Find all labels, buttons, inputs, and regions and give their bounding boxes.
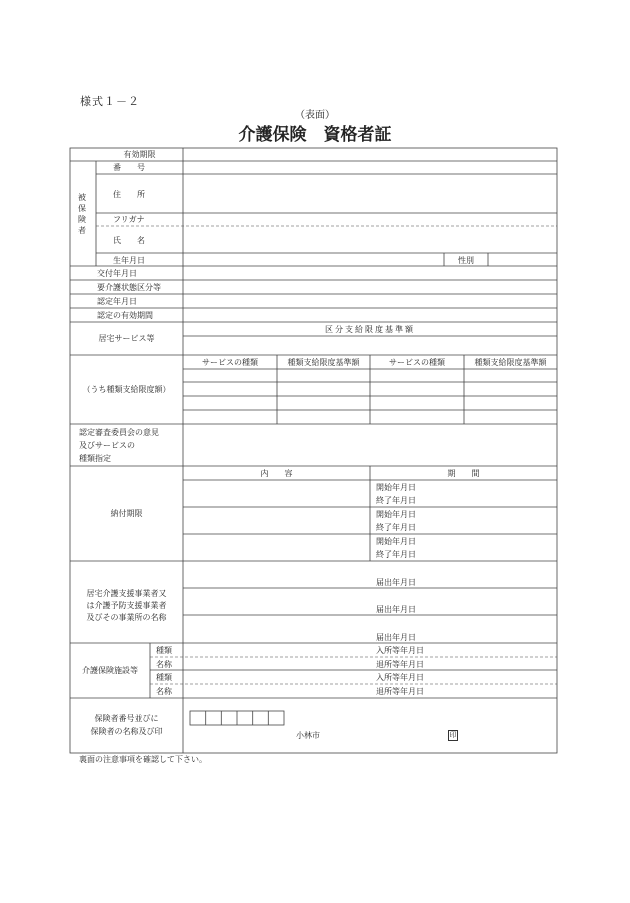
facility-name-label: 名称 xyxy=(156,687,172,696)
facility-in-label: 入所等年月日 xyxy=(376,673,424,682)
insured-address-label: 住 所 xyxy=(113,190,145,199)
type-limit-label: （うち種類支給限度額） xyxy=(82,385,171,394)
provider-label-line-1: 居宅介護支援事業者又 xyxy=(86,589,167,598)
provider-label-line-2: は介護予防支援事業者 xyxy=(86,601,167,610)
payment-end-label: 終了年月日 xyxy=(376,550,416,559)
cert-date-label: 認定年月日 xyxy=(97,297,137,306)
payment-label: 納付期限 xyxy=(110,509,143,518)
facility-out-label: 退所等年月日 xyxy=(376,660,424,669)
form-number: 様式１－２ xyxy=(80,95,140,108)
type-table-header-1: サービスの種類 xyxy=(202,358,258,367)
care-level-label: 要介護状態区分等 xyxy=(97,283,161,292)
insured-label: 被保険者 xyxy=(78,193,86,235)
insurer-label-line-1: 保険者番号並びに xyxy=(94,714,159,723)
committee-label-line-1: 認定審査委員会の意見 xyxy=(79,428,159,437)
provider-label-line-3: 及びその事業所の名称 xyxy=(86,613,167,622)
type-table-header-2: 種類支給限度基準額 xyxy=(287,358,360,367)
facility-type-label: 種類 xyxy=(156,673,172,682)
insured-name-label: 氏 名 xyxy=(113,236,145,245)
issue-date-label: 交付年月日 xyxy=(97,269,137,278)
payment-end-label: 終了年月日 xyxy=(376,523,416,532)
home-services-label: 居宅サービス等 xyxy=(98,334,155,343)
footer-note: 裏面の注意事項を確認して下さい。 xyxy=(79,755,207,764)
form-side: （表面） xyxy=(295,110,335,121)
insured-number-label: 番 号 xyxy=(113,163,145,172)
insured-birthdate-label: 生年月日 xyxy=(113,256,145,265)
seal-mark: 印 xyxy=(449,731,457,739)
facility-out-label: 退所等年月日 xyxy=(376,687,424,696)
cert-valid-label: 認定の有効期間 xyxy=(97,311,153,320)
insurer-city: 小林市 xyxy=(296,731,320,740)
provider-date-label: 届出年月日 xyxy=(376,605,416,614)
insurer-label-line-2: 保険者の名称及び印 xyxy=(90,727,163,736)
committee-label-line-2: 及びサービスの xyxy=(79,441,135,450)
valid-period-label: 有効期限 xyxy=(123,150,156,159)
insured-furigana-label: フリガナ xyxy=(113,215,145,224)
payment-end-label: 終了年月日 xyxy=(376,496,416,505)
facility-type-label: 種類 xyxy=(156,646,172,655)
payment-content-header: 内 容 xyxy=(260,469,293,478)
insured-sex-label: 性別 xyxy=(458,256,474,265)
provider-date-label: 届出年月日 xyxy=(376,578,416,587)
type-table-header-4: 種類支給限度基準額 xyxy=(474,358,547,367)
payment-start-label: 開始年月日 xyxy=(376,510,416,519)
page-title: 介護保険 資格者証 xyxy=(238,125,392,145)
limit-header: 区分支給限度基準額 xyxy=(325,325,415,334)
facility-in-label: 入所等年月日 xyxy=(376,646,424,655)
facility-name-label: 名称 xyxy=(156,660,172,669)
payment-period-header: 期 間 xyxy=(447,469,480,478)
facility-label: 介護保険施設等 xyxy=(82,666,138,675)
committee-label-line-3: 種類指定 xyxy=(79,454,111,463)
payment-start-label: 開始年月日 xyxy=(376,537,416,546)
payment-start-label: 開始年月日 xyxy=(376,483,416,492)
type-table-header-3: サービスの種類 xyxy=(389,358,445,367)
provider-date-label: 届出年月日 xyxy=(376,633,416,642)
